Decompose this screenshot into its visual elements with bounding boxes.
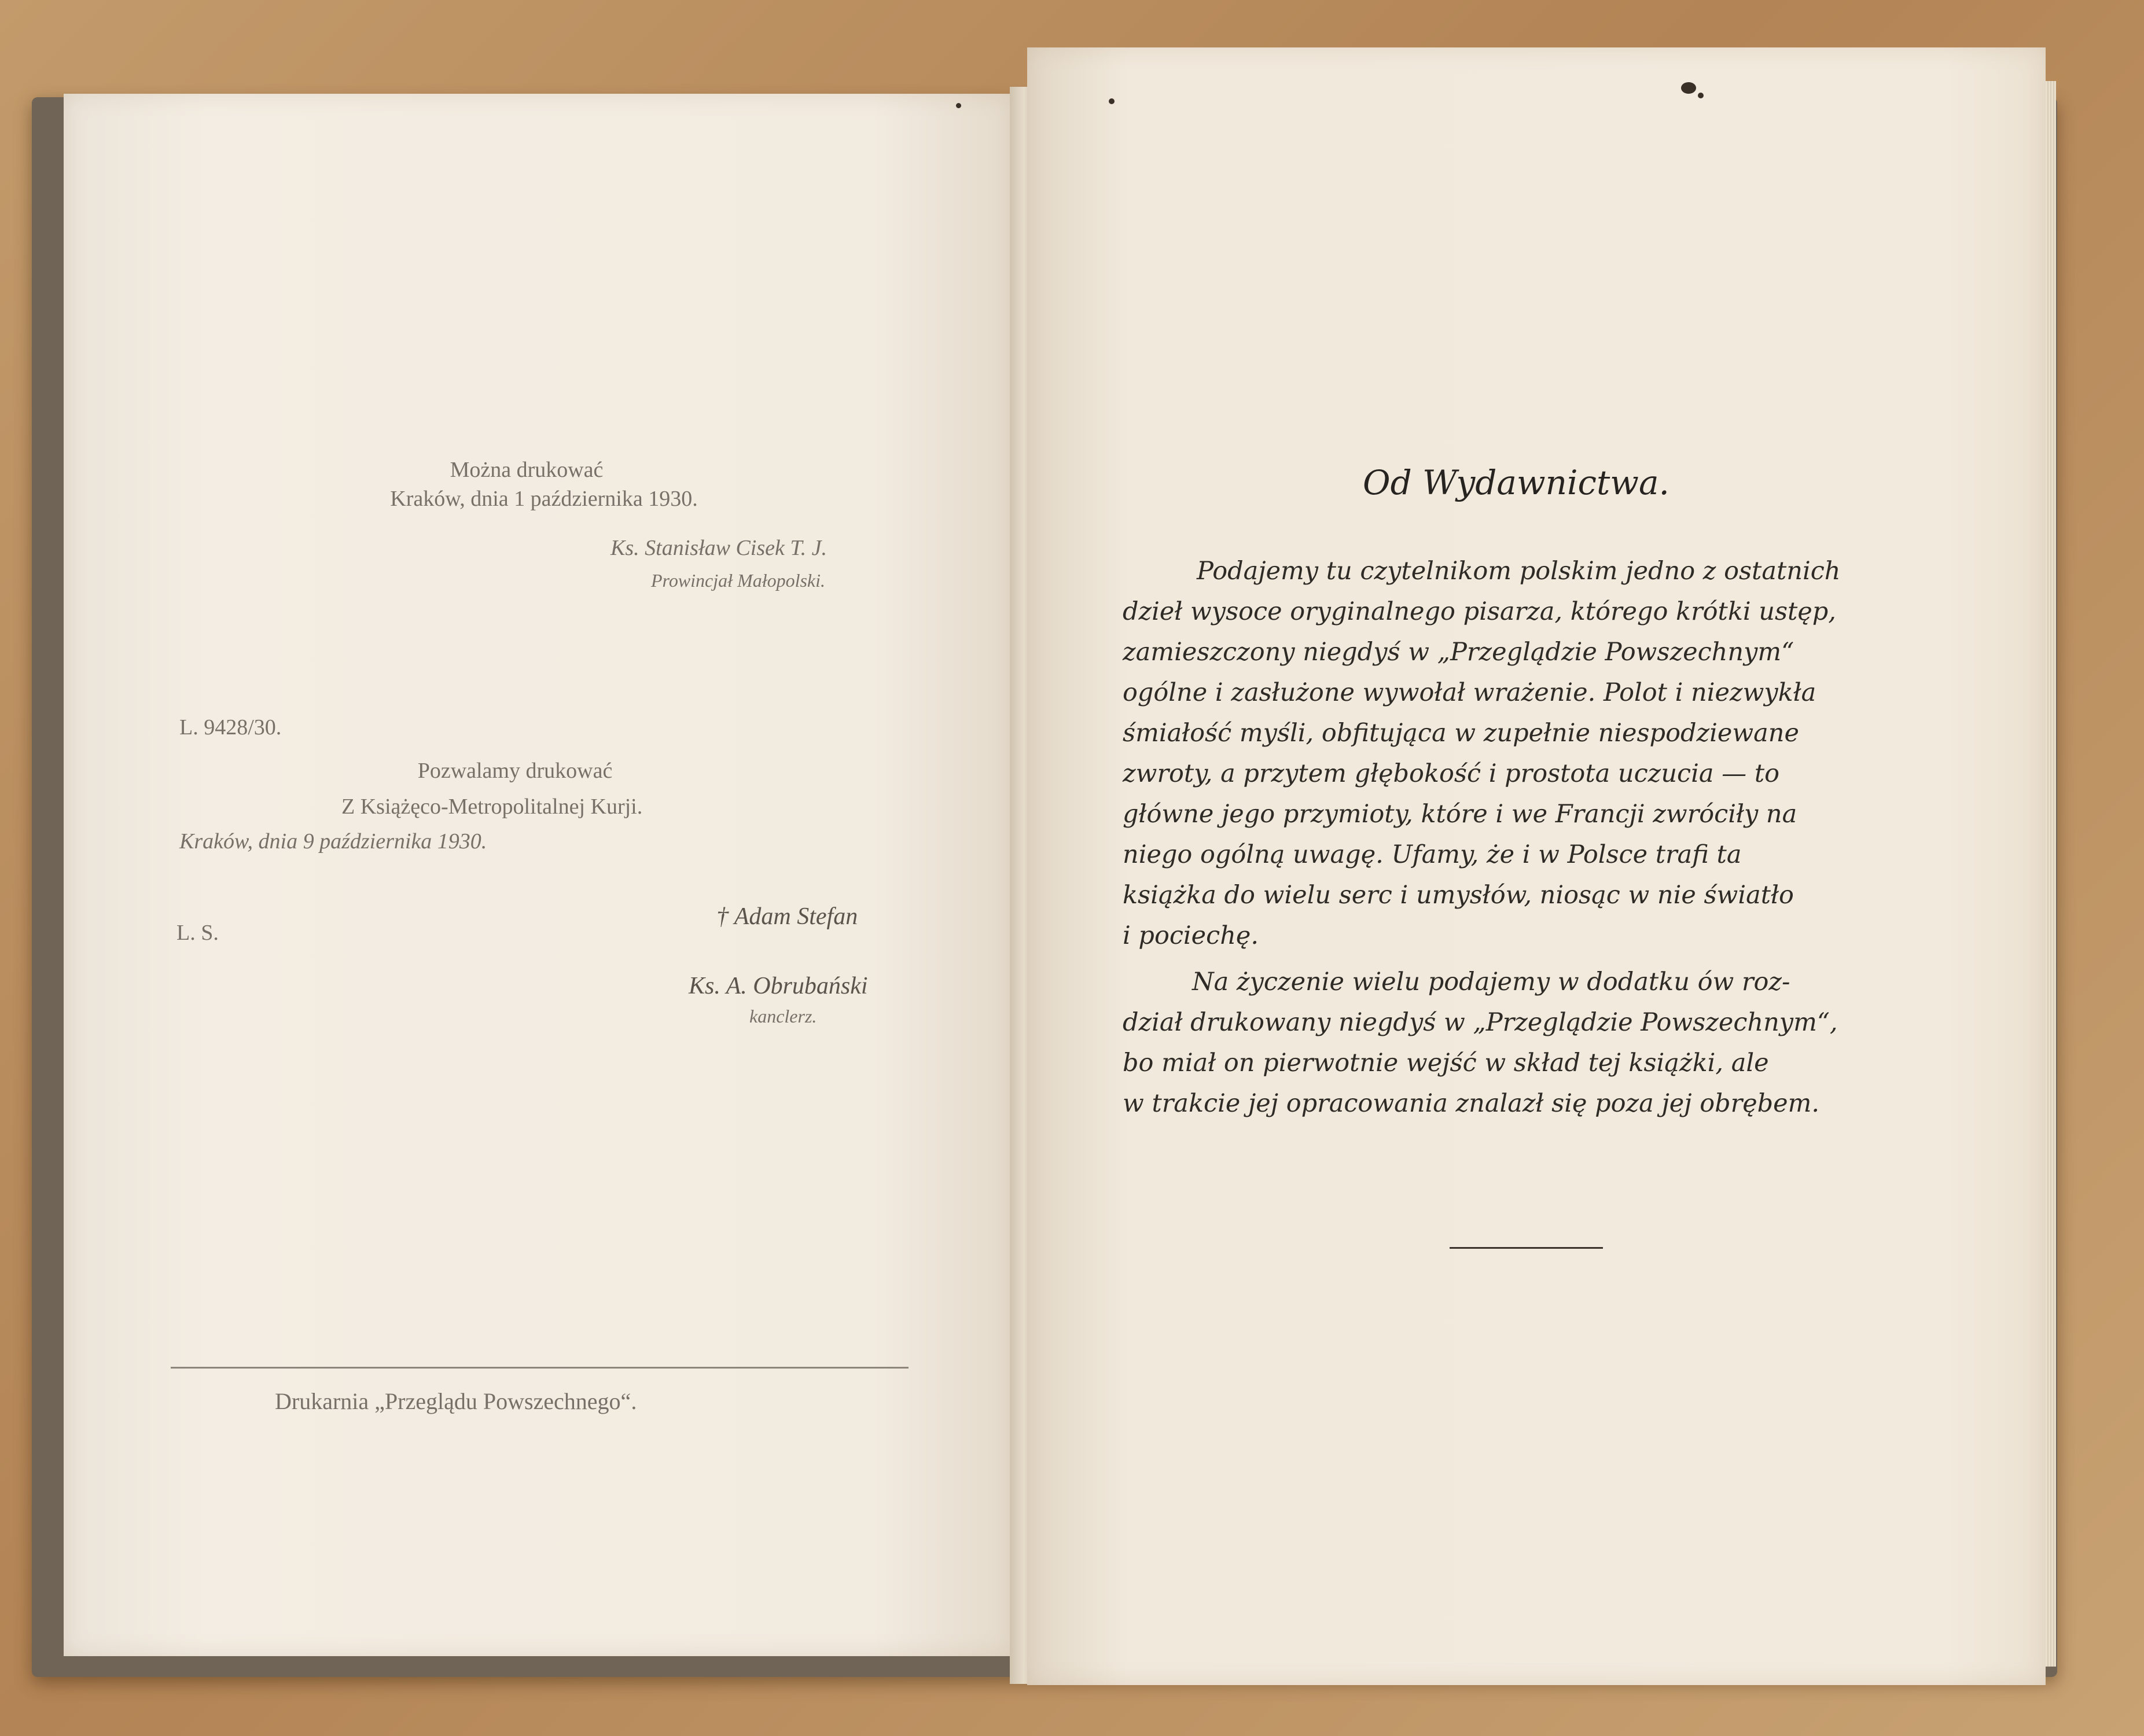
text-line: Na życzenie wielu podajemy w dodatku ów roz- (1192, 968, 1790, 996)
text-line: Podajemy tu czytelnikom polskim jedno z ostatnich (1197, 557, 1841, 586)
text-line: dział drukowany niegdyś w „Przeglądzie Powszechnym“, (1123, 1008, 1838, 1037)
text-line: zamieszczony niegdyś w „Przeglądzie Powszechnym“ (1123, 638, 1794, 667)
approval-2-line3: Kraków, dnia 9 października 1930. (179, 829, 487, 854)
text-line: książka do wielu serc i umysłów, niosąc w nie światło (1123, 881, 1794, 910)
chancellor-name: Ks. A. Obrubański (689, 973, 868, 999)
approval-1-role: Prowincjał Małopolski. (651, 570, 826, 591)
approval-1-line1: Można drukować (450, 458, 604, 482)
ink-spot (1698, 93, 1704, 98)
text-line: zwroty, a przytem głębokość i prostota uczucia — to (1123, 759, 1780, 788)
text-line: dzieł wysoce oryginalnego pisarza, którego krótki ustęp, (1123, 597, 1836, 626)
page-title: Od Wydawnictwa. (1363, 463, 1669, 502)
ink-spot (1109, 98, 1115, 104)
text-line: śmiałość myśli, obfitująca w zupełnie niespodziewane (1123, 719, 1799, 748)
printer-imprint: Drukarnia „Przeglądu Powszechnego“. (275, 1388, 637, 1414)
approval-1-line2: Kraków, dnia 1 października 1930. (390, 487, 698, 511)
approval-2-line1: Pozwalamy drukować (417, 759, 613, 783)
text-line: główne jego przymioty, które i we Francji zwróciły na (1123, 800, 1797, 829)
text-line: ogólne i zasłużone wywołał wrażenie. Polot i niezwykła (1123, 678, 1816, 707)
reference-number: L. 9428/30. (179, 715, 282, 740)
chancellor-role: kanclerz. (749, 1006, 817, 1027)
ink-spot (1681, 82, 1696, 94)
text-line: niego ogólną uwagę. Ufamy, że i w Polsce trafi ta (1123, 840, 1742, 869)
approval-1-signature: Ks. Stanisław Cisek T. J. (611, 536, 828, 560)
text-line: i pociechę. (1123, 921, 1259, 950)
approval-2-line2: Z Książęco-Metropolitalnej Kurji. (341, 795, 643, 819)
printer-rule (171, 1367, 909, 1369)
left-page (64, 94, 1016, 1656)
seal-mark: L. S. (176, 921, 219, 945)
text-line: bo miał on pierwotnie wejść w skład tej książki, ale (1123, 1049, 1769, 1077)
ink-spot (956, 103, 961, 108)
bishop-signature: † Adam Stefan (716, 903, 858, 930)
end-rule (1450, 1247, 1603, 1249)
text-line: w trakcie jej opracowania znalazł się poza jej obrębem. (1123, 1089, 1820, 1118)
